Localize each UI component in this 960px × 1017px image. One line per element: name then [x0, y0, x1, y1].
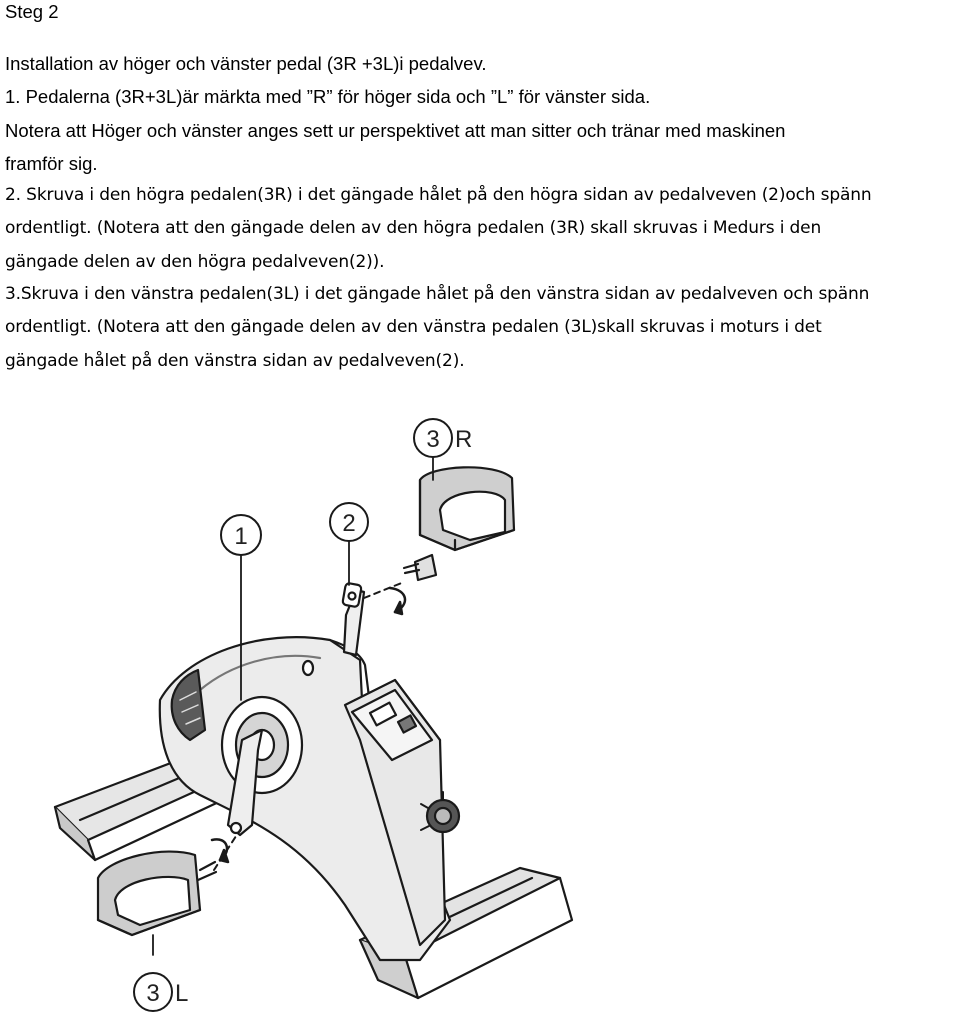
right-pedal: [404, 467, 514, 580]
intro-line: Installation av höger och vänster pedal (3R +3L)i pedalvev.: [5, 53, 487, 74]
pedal-exerciser-drawing: [0, 400, 960, 1017]
step3-line-1: 3.Skruva i den vänstra pedalen(3L) i det gängade hålet på den vänstra sidan av pedalveven och spänn: [5, 284, 870, 304]
assembly-illustration: [0, 400, 960, 1017]
callout-label-2: 2: [342, 510, 356, 537]
callout-label-3r-letter: R: [455, 426, 473, 453]
step3-line-3: gängade hålet på den vänstra sidan av pedalveven(2).: [5, 351, 465, 371]
note-line-2: framför sig.: [5, 153, 98, 174]
callout-label-3r-number: 3: [426, 426, 440, 453]
step1-line: 1. Pedalerna (3R+3L)är märkta med ”R” för höger sida och ”L” för vänster sida.: [5, 86, 651, 107]
callout-label-3l-number: 3: [146, 980, 160, 1007]
left-pedal: [98, 852, 216, 935]
note-line-1: Notera att Höger och vänster anges sett ur perspektivet att man sitter och tränar med maskinen: [5, 120, 786, 141]
step2-line-2: ordentligt. (Notera att den gängade delen av den högra pedalen (3R) skall skruvas i Medurs i den: [5, 218, 822, 238]
callout-label-3l-letter: L: [175, 980, 189, 1007]
callout-label-1: 1: [234, 523, 248, 550]
step3-line-2: ordentligt. (Notera att den gängade delen av den vänstra pedalen (3L)skall skruvas i moturs i det: [5, 317, 822, 337]
right-crank-arm: [342, 583, 364, 655]
step2-line-3: gängade delen av den högra pedalveven(2)).: [5, 252, 385, 272]
step2-line-1: 2. Skruva i den högra pedalen(3R) i det gängade hålet på den högra sidan av pedalveven (2)och spänn: [5, 185, 872, 205]
step-heading: Steg 2: [5, 1, 59, 22]
